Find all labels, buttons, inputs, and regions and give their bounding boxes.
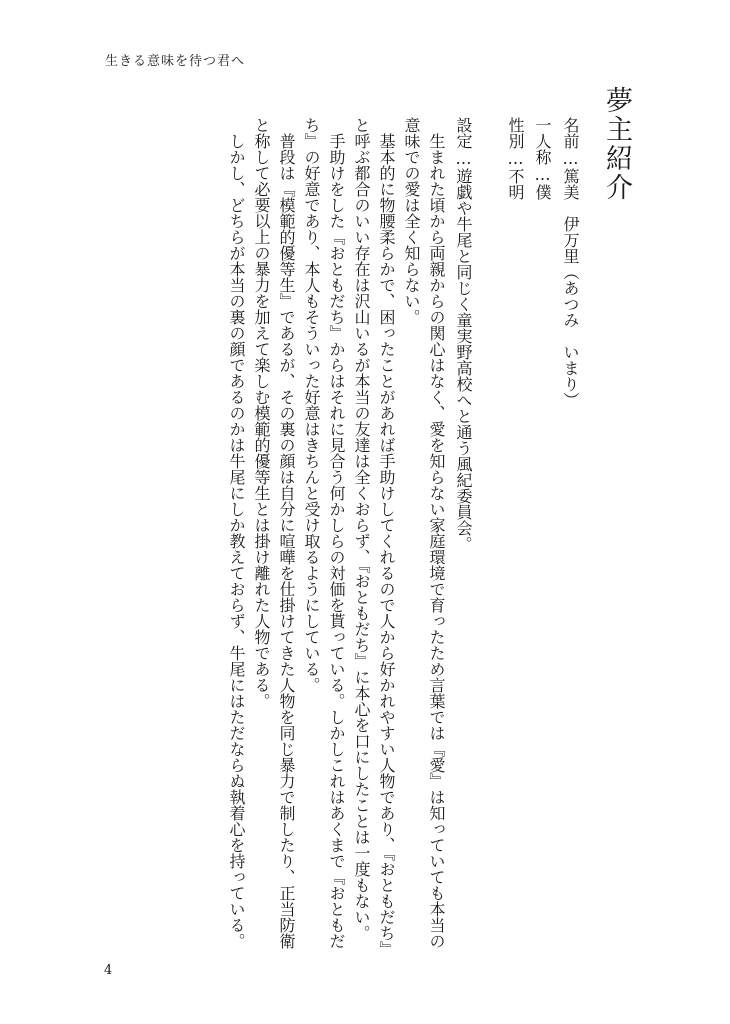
text-line: と呼ぶ都合のいい存在は沢山いるが本当の友達は全くおらず、『おともだち』に本心を口にしたことは一度もない。 [352,117,371,941]
text-line: 一人称…僕 [533,117,552,200]
text-line: 生まれた頃から両親からの関心はなく、愛を知らない家庭環境で育ったため言葉では『愛』は知っていても本当の [427,117,446,949]
text-line: 名前…篤美 伊万里（あつみ いまり） [561,117,580,408]
text-line: 意味での愛は全く知らない。 [402,117,421,325]
text-line: 設定…遊戯や牛尾と同じく童実野高校へと通う風紀委員会。 [454,117,473,552]
text-line: と称して必要以上の暴力を加えて楽しむ模範的優等生とは掛け離れた人物である。 [252,117,271,709]
text-line: 性別…不明 [506,117,525,200]
text-line: 普段は『模範的優等生』であるが、その裏の顔は自分に喧嘩を仕掛けてきた人物を同じ暴力で制したり、正当防衛 [277,117,296,949]
section-title: 夢主紹介 [601,86,632,202]
text-line: ち』の好意であり、本人もそういった好意はきちんと受け取るようにしている。 [302,117,321,693]
text-line: しかし、どちらが本当の裏の顔であるのかは牛尾にしか教えておらず、牛尾にはただならぬ執着心を持っている。 [227,117,246,949]
text-line: 手助けをした『おともだち』からはそれに見合う何かしらの対価を貰っている。しかしこれはあくまで『おともだ [327,117,346,949]
text-line: 基本的に物腰柔らかで、困ったことがあれば手助けしてくれるので人から好かれやすい人物であり、『おともだち』 [377,117,396,957]
running-header: 生きる意味を待つ君へ [105,54,246,69]
page-number: 4 [104,963,113,978]
